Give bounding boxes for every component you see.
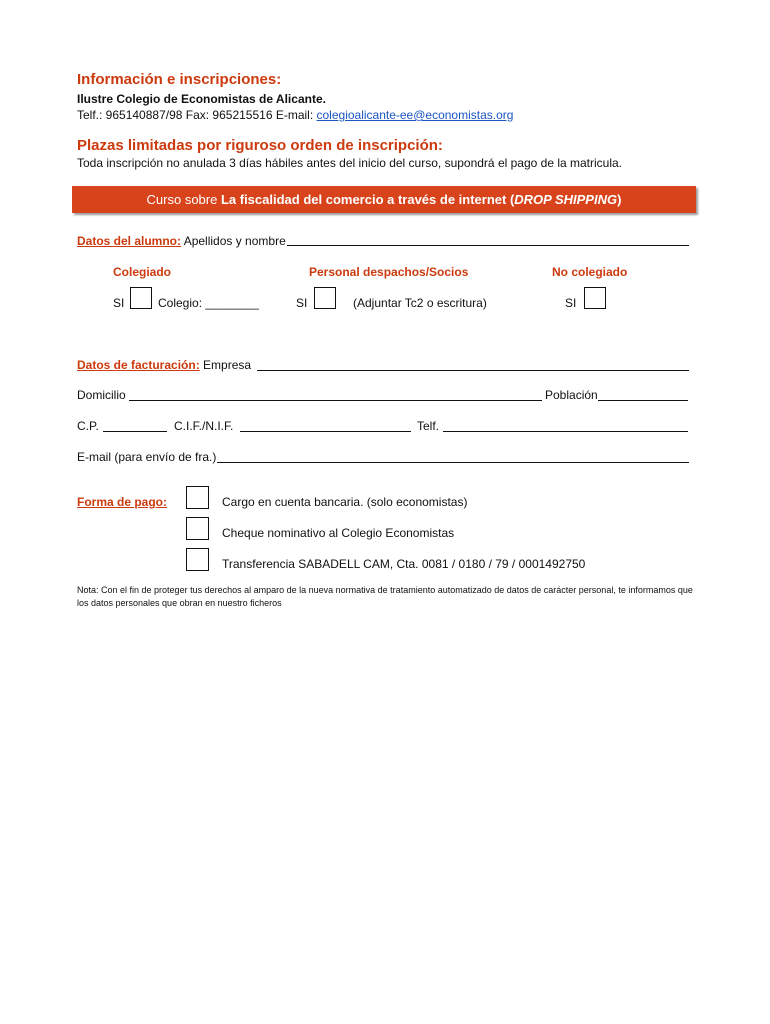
contact-line: [77, 108, 513, 122]
banner-title: La fiscalidad del comercio a través de internet (: [220, 192, 515, 207]
plazas-text: Toda inscripción no anulada 3 días hábiles antes del inicio del curso, supondrá el pago de la matricula.: [77, 156, 623, 170]
empresa-label: Empresa: [203, 358, 252, 372]
email-fra-input[interactable]: [217, 462, 689, 463]
domicilio-label: Domicilio: [77, 388, 126, 402]
pago-cargo-checkbox[interactable]: [186, 486, 209, 509]
facturacion-label: Datos de facturación:: [77, 358, 200, 372]
pago-transferencia-label: Transferencia SABADELL CAM, Cta. 0081 / 0180 / 79 / 0001492750: [222, 557, 586, 571]
pago-label: Forma de pago:: [77, 495, 168, 509]
colegiado-checkbox[interactable]: [130, 287, 152, 309]
banner-italic: DROP SHIPPING: [514, 192, 618, 207]
si-colegiado-label: SI: [113, 296, 125, 310]
pago-transferencia-checkbox[interactable]: [186, 548, 209, 571]
telf-label: Telf.: [417, 419, 440, 433]
apellidos-input[interactable]: [287, 245, 689, 246]
banner-suffix: ): [617, 192, 622, 207]
cat-colegiado: Colegiado: [113, 265, 172, 279]
email-link[interactable]: colegioalicante-ee@economistas.org: [316, 108, 514, 122]
alumno-row: [77, 234, 286, 248]
org-name: Ilustre Colegio de Economistas de Alicante.: [77, 92, 326, 106]
si-personal-label: SI: [296, 296, 308, 310]
cp-label: C.P.: [77, 419, 99, 433]
no-colegiado-checkbox[interactable]: [584, 287, 606, 309]
pago-cheque-label: Cheque nominativo al Colegio Economistas: [222, 526, 455, 540]
cif-label: C.I.F./N.I.F.: [174, 419, 234, 433]
nota-text: Nota: Con el fin de proteger tus derechos al amparo de la nueva normativa de tratamiento automatizado de datos de carácter personal, te informamos que los datos personales que obran en nuestro ficheros: [77, 585, 693, 608]
telf-input[interactable]: [443, 431, 688, 432]
info-heading: Información e inscripciones:: [77, 71, 282, 88]
si-no-colegiado-label: SI: [565, 296, 577, 310]
pago-cargo-label: Cargo en cuenta bancaria. (solo economistas): [222, 495, 468, 509]
plazas-heading: Plazas limitadas por riguroso orden de inscripción:: [77, 137, 443, 154]
cat-personal: Personal despachos/Socios: [309, 265, 469, 279]
pago-cheque-checkbox[interactable]: [186, 517, 209, 540]
colegio-line[interactable]: ________: [205, 296, 259, 310]
facturacion-row: [77, 358, 251, 372]
cif-input[interactable]: [240, 431, 411, 432]
colegio-label: [158, 296, 259, 310]
cat-no-colegiado: No colegiado: [552, 265, 628, 279]
empresa-input[interactable]: [257, 370, 689, 371]
poblacion-label: Población: [545, 388, 598, 402]
poblacion-input[interactable]: [598, 400, 688, 401]
cp-input[interactable]: [103, 431, 167, 432]
apellidos-label: Apellidos y nombre: [183, 234, 286, 248]
adjuntar-text: (Adjuntar Tc2 o escritura): [353, 296, 487, 310]
domicilio-input[interactable]: [129, 400, 542, 401]
personal-checkbox[interactable]: [314, 287, 336, 309]
banner-prefix: Curso sobre: [146, 192, 221, 207]
email-fra-label: E-mail (para envío de fra.): [77, 450, 217, 464]
contact-text: Telf.: 965140887/98 Fax: 965215516 E-mail:: [77, 108, 317, 122]
course-banner: [72, 186, 696, 213]
alumno-label: Datos del alumno:: [77, 234, 182, 248]
colegio-text: Colegio:: [158, 296, 203, 310]
